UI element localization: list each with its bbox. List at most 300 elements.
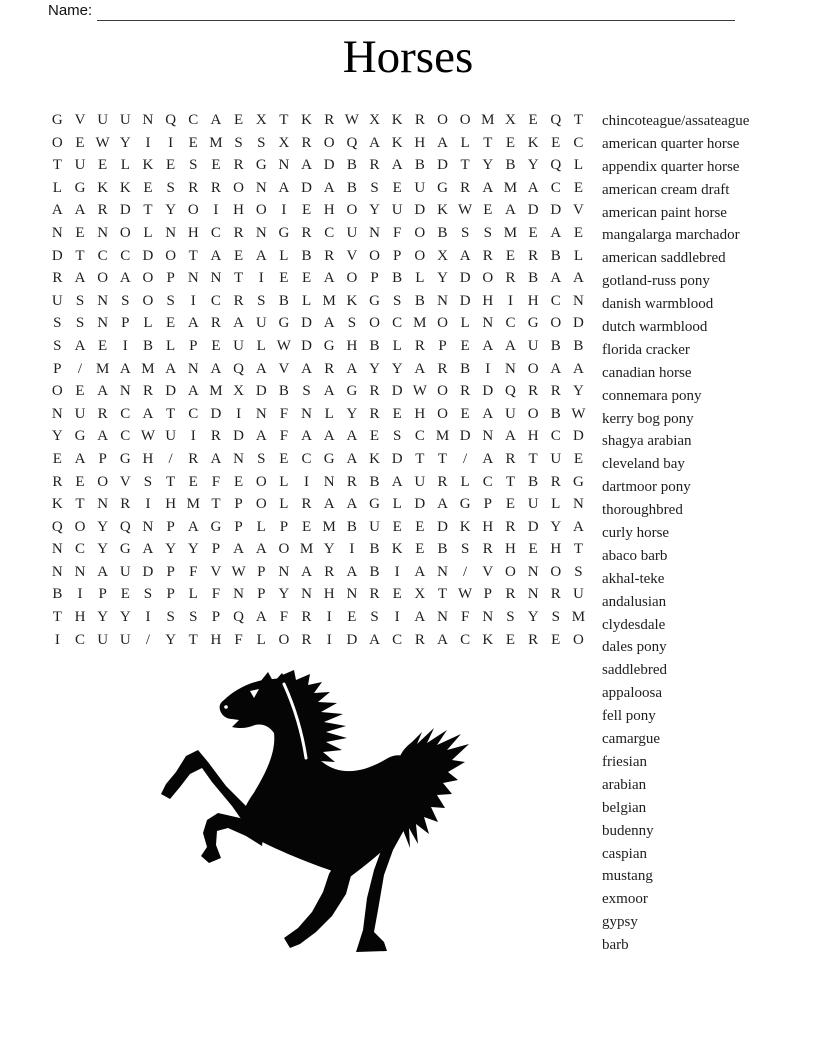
- grid-cell-letter[interactable]: B: [392, 270, 403, 287]
- grid-cell-letter[interactable]: D: [142, 247, 154, 264]
- grid-cell-letter[interactable]: R: [324, 563, 335, 580]
- grid-cell-letter[interactable]: T: [528, 450, 538, 467]
- grid-cell-letter[interactable]: N: [482, 609, 494, 626]
- grid-cell-letter[interactable]: H: [346, 337, 358, 354]
- grid-cell-letter[interactable]: R: [142, 383, 153, 400]
- grid-cell-letter[interactable]: B: [369, 563, 380, 580]
- grid-cell-letter[interactable]: T: [279, 112, 289, 128]
- grid-cell-letter[interactable]: N: [323, 473, 335, 490]
- grid-cell-letter[interactable]: B: [528, 473, 539, 490]
- grid-cell-letter[interactable]: R: [528, 631, 539, 648]
- grid-cell-letter[interactable]: Y: [573, 383, 584, 400]
- grid-cell-letter[interactable]: N: [74, 563, 86, 580]
- grid-cell-letter[interactable]: S: [460, 224, 470, 241]
- grid-cell-letter[interactable]: N: [278, 157, 290, 174]
- grid-cell-letter[interactable]: /: [77, 360, 83, 377]
- grid-cell-letter[interactable]: U: [51, 292, 63, 309]
- grid-cell-letter[interactable]: A: [301, 563, 312, 580]
- name-fill-in-blank[interactable]: [97, 4, 735, 21]
- grid-cell-letter[interactable]: Y: [165, 202, 177, 219]
- grid-cell-letter[interactable]: C: [460, 631, 471, 648]
- grid-cell-letter[interactable]: G: [255, 157, 267, 174]
- grid-cell-letter[interactable]: S: [166, 609, 175, 626]
- grid-cell-letter[interactable]: D: [51, 247, 63, 264]
- grid-cell-letter[interactable]: I: [394, 563, 400, 580]
- grid-cell-letter[interactable]: P: [98, 586, 107, 603]
- grid-cell-letter[interactable]: A: [301, 157, 312, 174]
- grid-cell-letter[interactable]: E: [573, 179, 583, 196]
- grid-cell-letter[interactable]: B: [414, 292, 425, 309]
- grid-cell-letter[interactable]: O: [369, 247, 380, 264]
- grid-cell-letter[interactable]: H: [505, 541, 516, 558]
- grid-cell-letter[interactable]: N: [437, 292, 448, 309]
- grid-cell-letter[interactable]: A: [505, 202, 516, 219]
- grid-cell-letter[interactable]: W: [276, 337, 291, 354]
- grid-cell-letter[interactable]: P: [393, 247, 402, 264]
- grid-cell-letter[interactable]: Y: [187, 541, 199, 558]
- grid-cell-letter[interactable]: R: [346, 473, 357, 490]
- grid-cell-letter[interactable]: P: [257, 563, 266, 580]
- grid-cell-letter[interactable]: L: [256, 337, 266, 354]
- grid-cell-letter[interactable]: P: [483, 496, 492, 513]
- grid-cell-letter[interactable]: I: [213, 202, 219, 219]
- grid-cell-letter[interactable]: M: [503, 224, 518, 241]
- grid-cell-letter[interactable]: O: [550, 315, 562, 332]
- grid-cell-letter[interactable]: M: [322, 518, 336, 535]
- grid-cell-letter[interactable]: O: [550, 563, 562, 580]
- grid-cell-letter[interactable]: L: [120, 157, 130, 174]
- grid-cell-letter[interactable]: T: [573, 541, 583, 558]
- grid-cell-letter[interactable]: R: [301, 496, 312, 513]
- grid-cell-letter[interactable]: S: [257, 134, 266, 151]
- grid-cell-letter[interactable]: X: [233, 383, 244, 400]
- grid-cell-letter[interactable]: D: [459, 270, 471, 287]
- grid-cell-letter[interactable]: X: [437, 247, 448, 264]
- grid-cell-letter[interactable]: D: [437, 518, 448, 535]
- grid-cell-letter[interactable]: Q: [346, 134, 358, 151]
- grid-cell-letter[interactable]: O: [437, 405, 448, 422]
- grid-cell-letter[interactable]: R: [414, 631, 425, 648]
- grid-cell-letter[interactable]: G: [369, 292, 380, 309]
- grid-cell-letter[interactable]: L: [392, 337, 402, 354]
- grid-cell-letter[interactable]: E: [528, 541, 538, 558]
- grid-cell-letter[interactable]: W: [458, 586, 473, 603]
- grid-cell-letter[interactable]: E: [120, 586, 130, 603]
- grid-cell-letter[interactable]: D: [573, 428, 584, 445]
- grid-cell-letter[interactable]: C: [97, 247, 108, 264]
- grid-cell-letter[interactable]: I: [54, 631, 60, 648]
- grid-cell-letter[interactable]: Y: [369, 360, 380, 377]
- grid-cell-letter[interactable]: B: [369, 337, 380, 354]
- grid-cell-letter[interactable]: I: [190, 428, 196, 445]
- grid-cell-letter[interactable]: A: [278, 179, 290, 196]
- grid-cell-letter[interactable]: T: [573, 112, 583, 128]
- grid-cell-letter[interactable]: T: [437, 586, 448, 603]
- grid-cell-letter[interactable]: K: [51, 496, 63, 513]
- grid-cell-letter[interactable]: K: [369, 450, 380, 467]
- grid-cell-letter[interactable]: Y: [119, 134, 131, 151]
- grid-cell-letter[interactable]: R: [414, 337, 425, 354]
- grid-cell-letter[interactable]: E: [75, 134, 85, 151]
- grid-cell-letter[interactable]: R: [210, 428, 221, 445]
- grid-cell-letter[interactable]: R: [414, 112, 425, 128]
- grid-cell-letter[interactable]: U: [527, 496, 539, 513]
- grid-cell-letter[interactable]: K: [391, 112, 403, 128]
- grid-cell-letter[interactable]: I: [485, 360, 491, 377]
- grid-cell-letter[interactable]: F: [460, 609, 470, 626]
- grid-cell-letter[interactable]: P: [121, 315, 130, 332]
- grid-cell-letter[interactable]: N: [505, 360, 516, 377]
- grid-cell-letter[interactable]: C: [120, 428, 131, 445]
- grid-cell-letter[interactable]: K: [527, 134, 539, 151]
- grid-cell-letter[interactable]: G: [210, 518, 222, 535]
- grid-cell-letter[interactable]: R: [324, 112, 335, 128]
- grid-cell-letter[interactable]: E: [460, 337, 470, 354]
- grid-cell-letter[interactable]: Q: [165, 112, 177, 128]
- grid-cell-letter[interactable]: D: [233, 428, 244, 445]
- grid-cell-letter[interactable]: R: [505, 586, 516, 603]
- grid-cell-letter[interactable]: L: [143, 315, 153, 332]
- grid-cell-letter[interactable]: R: [505, 518, 516, 535]
- grid-cell-letter[interactable]: O: [142, 292, 154, 309]
- grid-cell-letter[interactable]: T: [188, 247, 198, 264]
- grid-cell-letter[interactable]: I: [349, 541, 355, 558]
- grid-cell-letter[interactable]: V: [119, 473, 131, 490]
- grid-cell-letter[interactable]: N: [187, 360, 199, 377]
- grid-cell-letter[interactable]: Y: [97, 518, 109, 535]
- grid-cell-letter[interactable]: H: [323, 202, 335, 219]
- grid-cell-letter[interactable]: P: [166, 586, 175, 603]
- grid-cell-letter[interactable]: X: [255, 112, 267, 128]
- grid-cell-letter[interactable]: U: [165, 428, 177, 445]
- grid-cell-letter[interactable]: O: [482, 270, 494, 287]
- grid-cell-letter[interactable]: K: [301, 112, 312, 128]
- grid-cell-letter[interactable]: Y: [437, 270, 448, 287]
- grid-cell-letter[interactable]: H: [210, 631, 222, 648]
- grid-cell-letter[interactable]: C: [120, 247, 131, 264]
- grid-cell-letter[interactable]: K: [391, 541, 403, 558]
- grid-cell-letter[interactable]: A: [323, 270, 335, 287]
- grid-cell-letter[interactable]: A: [482, 450, 494, 467]
- grid-cell-letter[interactable]: S: [189, 609, 198, 626]
- grid-cell-letter[interactable]: L: [460, 134, 470, 151]
- grid-cell-letter[interactable]: H: [550, 541, 562, 558]
- grid-cell-letter[interactable]: W: [412, 383, 427, 400]
- grid-cell-letter[interactable]: E: [392, 586, 402, 603]
- grid-cell-letter[interactable]: N: [346, 586, 358, 603]
- grid-cell-letter[interactable]: O: [278, 631, 290, 648]
- grid-cell-letter[interactable]: D: [459, 292, 471, 309]
- grid-cell-letter[interactable]: L: [460, 315, 470, 332]
- grid-cell-letter[interactable]: R: [324, 247, 335, 264]
- grid-cell-letter[interactable]: C: [74, 541, 85, 558]
- grid-cell-letter[interactable]: D: [323, 157, 335, 174]
- grid-cell-letter[interactable]: X: [369, 112, 380, 128]
- word-search-grid[interactable]: [46, 109, 590, 651]
- grid-cell-letter[interactable]: K: [119, 179, 131, 196]
- grid-cell-letter[interactable]: N: [51, 405, 63, 422]
- grid-cell-letter[interactable]: G: [119, 541, 131, 558]
- grid-cell-letter[interactable]: S: [551, 609, 560, 626]
- grid-cell-letter[interactable]: W: [458, 202, 473, 219]
- grid-cell-letter[interactable]: S: [53, 337, 62, 354]
- grid-cell-letter[interactable]: G: [573, 473, 584, 490]
- grid-cell-letter[interactable]: F: [279, 609, 289, 626]
- grid-cell-letter[interactable]: S: [143, 586, 153, 603]
- grid-cell-letter[interactable]: N: [437, 609, 448, 626]
- grid-cell-letter[interactable]: N: [233, 586, 244, 603]
- grid-cell-letter[interactable]: N: [187, 270, 199, 287]
- grid-cell-letter[interactable]: E: [75, 224, 85, 241]
- grid-cell-letter[interactable]: E: [166, 157, 176, 174]
- grid-cell-letter[interactable]: O: [278, 541, 290, 558]
- grid-cell-letter[interactable]: A: [323, 428, 335, 445]
- grid-cell-letter[interactable]: D: [437, 157, 448, 174]
- grid-cell-letter[interactable]: E: [301, 270, 312, 287]
- grid-cell-letter[interactable]: A: [437, 496, 448, 513]
- grid-cell-letter[interactable]: C: [188, 405, 199, 422]
- grid-cell-letter[interactable]: E: [460, 405, 470, 422]
- grid-cell-letter[interactable]: B: [52, 586, 63, 603]
- grid-cell-letter[interactable]: A: [233, 541, 244, 558]
- grid-cell-letter[interactable]: C: [210, 224, 221, 241]
- grid-cell-letter[interactable]: V: [210, 563, 222, 580]
- grid-cell-letter[interactable]: I: [145, 609, 151, 626]
- grid-cell-letter[interactable]: M: [186, 496, 200, 513]
- grid-cell-letter[interactable]: A: [255, 541, 267, 558]
- grid-cell-letter[interactable]: M: [299, 541, 314, 558]
- grid-cell-letter[interactable]: C: [392, 315, 403, 332]
- grid-cell-letter[interactable]: B: [346, 518, 357, 535]
- grid-cell-letter[interactable]: W: [140, 428, 156, 445]
- grid-cell-letter[interactable]: U: [414, 179, 426, 196]
- grid-cell-letter[interactable]: V: [482, 563, 494, 580]
- grid-cell-letter[interactable]: Y: [119, 609, 131, 626]
- grid-cell-letter[interactable]: A: [323, 315, 335, 332]
- grid-cell-letter[interactable]: E: [75, 383, 85, 400]
- grid-cell-letter[interactable]: A: [255, 360, 267, 377]
- grid-cell-letter[interactable]: A: [142, 541, 154, 558]
- grid-cell-letter[interactable]: U: [255, 315, 267, 332]
- grid-cell-letter[interactable]: S: [166, 292, 175, 309]
- grid-cell-letter[interactable]: A: [346, 360, 358, 377]
- grid-cell-letter[interactable]: N: [301, 586, 312, 603]
- grid-cell-letter[interactable]: R: [233, 292, 244, 309]
- grid-cell-letter[interactable]: A: [346, 563, 358, 580]
- grid-cell-letter[interactable]: R: [52, 473, 63, 490]
- grid-cell-letter[interactable]: H: [74, 609, 86, 626]
- grid-cell-letter[interactable]: D: [527, 518, 539, 535]
- grid-cell-letter[interactable]: O: [119, 224, 131, 241]
- grid-cell-letter[interactable]: L: [279, 247, 289, 264]
- grid-cell-letter[interactable]: E: [75, 473, 85, 490]
- grid-cell-letter[interactable]: N: [527, 586, 539, 603]
- grid-cell-letter[interactable]: R: [120, 496, 131, 513]
- grid-cell-letter[interactable]: I: [326, 631, 332, 648]
- grid-cell-letter[interactable]: M: [95, 360, 110, 377]
- grid-cell-letter[interactable]: A: [346, 450, 358, 467]
- grid-cell-letter[interactable]: H: [414, 405, 426, 422]
- grid-cell-letter[interactable]: T: [166, 473, 176, 490]
- grid-cell-letter[interactable]: A: [550, 360, 562, 377]
- grid-cell-letter[interactable]: E: [369, 428, 380, 445]
- grid-cell-letter[interactable]: Q: [51, 518, 63, 535]
- grid-cell-letter[interactable]: R: [301, 609, 312, 626]
- grid-cell-letter[interactable]: R: [188, 179, 199, 196]
- grid-cell-letter[interactable]: H: [323, 586, 335, 603]
- grid-cell-letter[interactable]: P: [189, 337, 198, 354]
- grid-cell-letter[interactable]: A: [97, 428, 109, 445]
- grid-cell-letter[interactable]: C: [414, 428, 425, 445]
- grid-cell-letter[interactable]: P: [234, 518, 243, 535]
- grid-cell-letter[interactable]: P: [98, 450, 107, 467]
- grid-cell-letter[interactable]: N: [301, 405, 312, 422]
- grid-cell-letter[interactable]: K: [391, 134, 403, 151]
- grid-cell-letter[interactable]: B: [460, 360, 471, 377]
- grid-cell-letter[interactable]: A: [210, 450, 222, 467]
- grid-cell-letter[interactable]: D: [459, 428, 471, 445]
- grid-cell-letter[interactable]: H: [527, 428, 539, 445]
- grid-cell-letter[interactable]: T: [75, 496, 85, 513]
- grid-cell-letter[interactable]: O: [527, 405, 539, 422]
- grid-cell-letter[interactable]: H: [165, 496, 177, 513]
- grid-cell-letter[interactable]: Y: [97, 541, 109, 558]
- grid-cell-letter[interactable]: S: [121, 292, 130, 309]
- grid-cell-letter[interactable]: N: [278, 563, 290, 580]
- grid-cell-letter[interactable]: S: [393, 292, 402, 309]
- grid-cell-letter[interactable]: C: [573, 134, 584, 151]
- grid-cell-letter[interactable]: N: [255, 179, 267, 196]
- grid-cell-letter[interactable]: N: [573, 496, 584, 513]
- grid-cell-letter[interactable]: E: [98, 157, 108, 174]
- grid-cell-letter[interactable]: F: [393, 224, 402, 241]
- grid-cell-letter[interactable]: L: [392, 496, 402, 513]
- grid-cell-letter[interactable]: A: [74, 450, 86, 467]
- grid-cell-letter[interactable]: G: [278, 315, 290, 332]
- grid-cell-letter[interactable]: B: [369, 473, 380, 490]
- grid-cell-letter[interactable]: E: [301, 202, 312, 219]
- grid-cell-letter[interactable]: V: [74, 112, 86, 128]
- grid-cell-letter[interactable]: I: [122, 337, 128, 354]
- grid-cell-letter[interactable]: N: [142, 112, 154, 128]
- grid-cell-letter[interactable]: V: [346, 247, 358, 264]
- grid-cell-letter[interactable]: C: [505, 315, 516, 332]
- grid-cell-letter[interactable]: A: [437, 631, 448, 648]
- grid-cell-letter[interactable]: A: [187, 315, 199, 332]
- grid-cell-letter[interactable]: X: [414, 586, 426, 603]
- grid-cell-letter[interactable]: N: [527, 563, 539, 580]
- grid-cell-letter[interactable]: X: [505, 112, 516, 128]
- grid-cell-letter[interactable]: I: [326, 609, 332, 626]
- grid-cell-letter[interactable]: E: [415, 518, 425, 535]
- grid-cell-letter[interactable]: C: [550, 292, 561, 309]
- grid-cell-letter[interactable]: D: [165, 383, 177, 400]
- grid-cell-letter[interactable]: D: [210, 405, 222, 422]
- grid-cell-letter[interactable]: Y: [527, 609, 539, 626]
- grid-cell-letter[interactable]: O: [255, 202, 267, 219]
- grid-cell-letter[interactable]: A: [233, 315, 244, 332]
- grid-cell-letter[interactable]: S: [75, 315, 85, 332]
- grid-cell-letter[interactable]: D: [346, 631, 358, 648]
- grid-cell-letter[interactable]: U: [505, 405, 516, 422]
- grid-cell-letter[interactable]: O: [414, 247, 426, 264]
- grid-cell-letter[interactable]: U: [414, 473, 426, 490]
- grid-cell-letter[interactable]: P: [483, 586, 492, 603]
- grid-cell-letter[interactable]: S: [506, 609, 515, 626]
- grid-cell-letter[interactable]: M: [503, 179, 518, 196]
- grid-cell-letter[interactable]: S: [257, 292, 266, 309]
- grid-cell-letter[interactable]: K: [346, 292, 358, 309]
- grid-cell-letter[interactable]: O: [255, 496, 267, 513]
- grid-cell-letter[interactable]: U: [346, 224, 358, 241]
- grid-cell-letter[interactable]: D: [255, 383, 267, 400]
- grid-cell-letter[interactable]: P: [370, 270, 379, 287]
- grid-cell-letter[interactable]: T: [505, 473, 516, 490]
- grid-cell-letter[interactable]: E: [347, 609, 357, 626]
- grid-cell-letter[interactable]: C: [482, 473, 493, 490]
- grid-cell-letter[interactable]: E: [505, 134, 516, 151]
- grid-cell-letter[interactable]: E: [392, 518, 402, 535]
- grid-cell-letter[interactable]: L: [166, 337, 176, 354]
- grid-cell-letter[interactable]: L: [573, 247, 583, 264]
- grid-cell-letter[interactable]: R: [528, 247, 539, 264]
- grid-cell-letter[interactable]: B: [278, 383, 289, 400]
- grid-cell-letter[interactable]: S: [347, 315, 357, 332]
- grid-cell-letter[interactable]: U: [119, 112, 131, 128]
- grid-cell-letter[interactable]: A: [573, 518, 584, 535]
- grid-cell-letter[interactable]: E: [143, 179, 153, 196]
- grid-cell-letter[interactable]: G: [437, 179, 448, 196]
- grid-cell-letter[interactable]: S: [483, 224, 492, 241]
- grid-cell-letter[interactable]: N: [482, 315, 494, 332]
- grid-cell-letter[interactable]: R: [52, 270, 63, 287]
- grid-cell-letter[interactable]: A: [119, 360, 131, 377]
- grid-cell-letter[interactable]: H: [187, 224, 199, 241]
- grid-cell-letter[interactable]: Y: [323, 541, 335, 558]
- grid-cell-letter[interactable]: O: [97, 473, 109, 490]
- grid-cell-letter[interactable]: R: [233, 224, 244, 241]
- grid-cell-letter[interactable]: R: [437, 473, 448, 490]
- grid-cell-letter[interactable]: E: [528, 224, 538, 241]
- grid-cell-letter[interactable]: N: [97, 292, 109, 309]
- grid-cell-letter[interactable]: U: [233, 337, 244, 354]
- grid-cell-letter[interactable]: O: [51, 383, 63, 400]
- grid-cell-letter[interactable]: D: [550, 202, 562, 219]
- grid-cell-letter[interactable]: U: [391, 202, 403, 219]
- grid-cell-letter[interactable]: U: [97, 112, 109, 128]
- grid-cell-letter[interactable]: A: [573, 360, 584, 377]
- grid-cell-letter[interactable]: T: [460, 157, 470, 174]
- grid-cell-letter[interactable]: S: [143, 473, 153, 490]
- grid-cell-letter[interactable]: M: [141, 360, 155, 377]
- grid-cell-letter[interactable]: Q: [233, 609, 244, 626]
- grid-cell-letter[interactable]: G: [119, 450, 131, 467]
- grid-cell-letter[interactable]: O: [437, 315, 448, 332]
- grid-cell-letter[interactable]: F: [211, 586, 221, 603]
- grid-cell-letter[interactable]: P: [211, 541, 221, 558]
- grid-cell-letter[interactable]: H: [142, 450, 154, 467]
- grid-cell-letter[interactable]: E: [528, 112, 538, 128]
- grid-cell-letter[interactable]: N: [97, 224, 109, 241]
- grid-cell-letter[interactable]: A: [97, 563, 109, 580]
- grid-cell-letter[interactable]: A: [482, 179, 494, 196]
- grid-cell-letter[interactable]: A: [142, 405, 154, 422]
- grid-cell-letter[interactable]: A: [459, 247, 471, 264]
- grid-cell-letter[interactable]: Y: [527, 157, 539, 174]
- grid-cell-letter[interactable]: A: [51, 202, 63, 219]
- grid-cell-letter[interactable]: A: [482, 405, 494, 422]
- grid-cell-letter[interactable]: U: [119, 563, 131, 580]
